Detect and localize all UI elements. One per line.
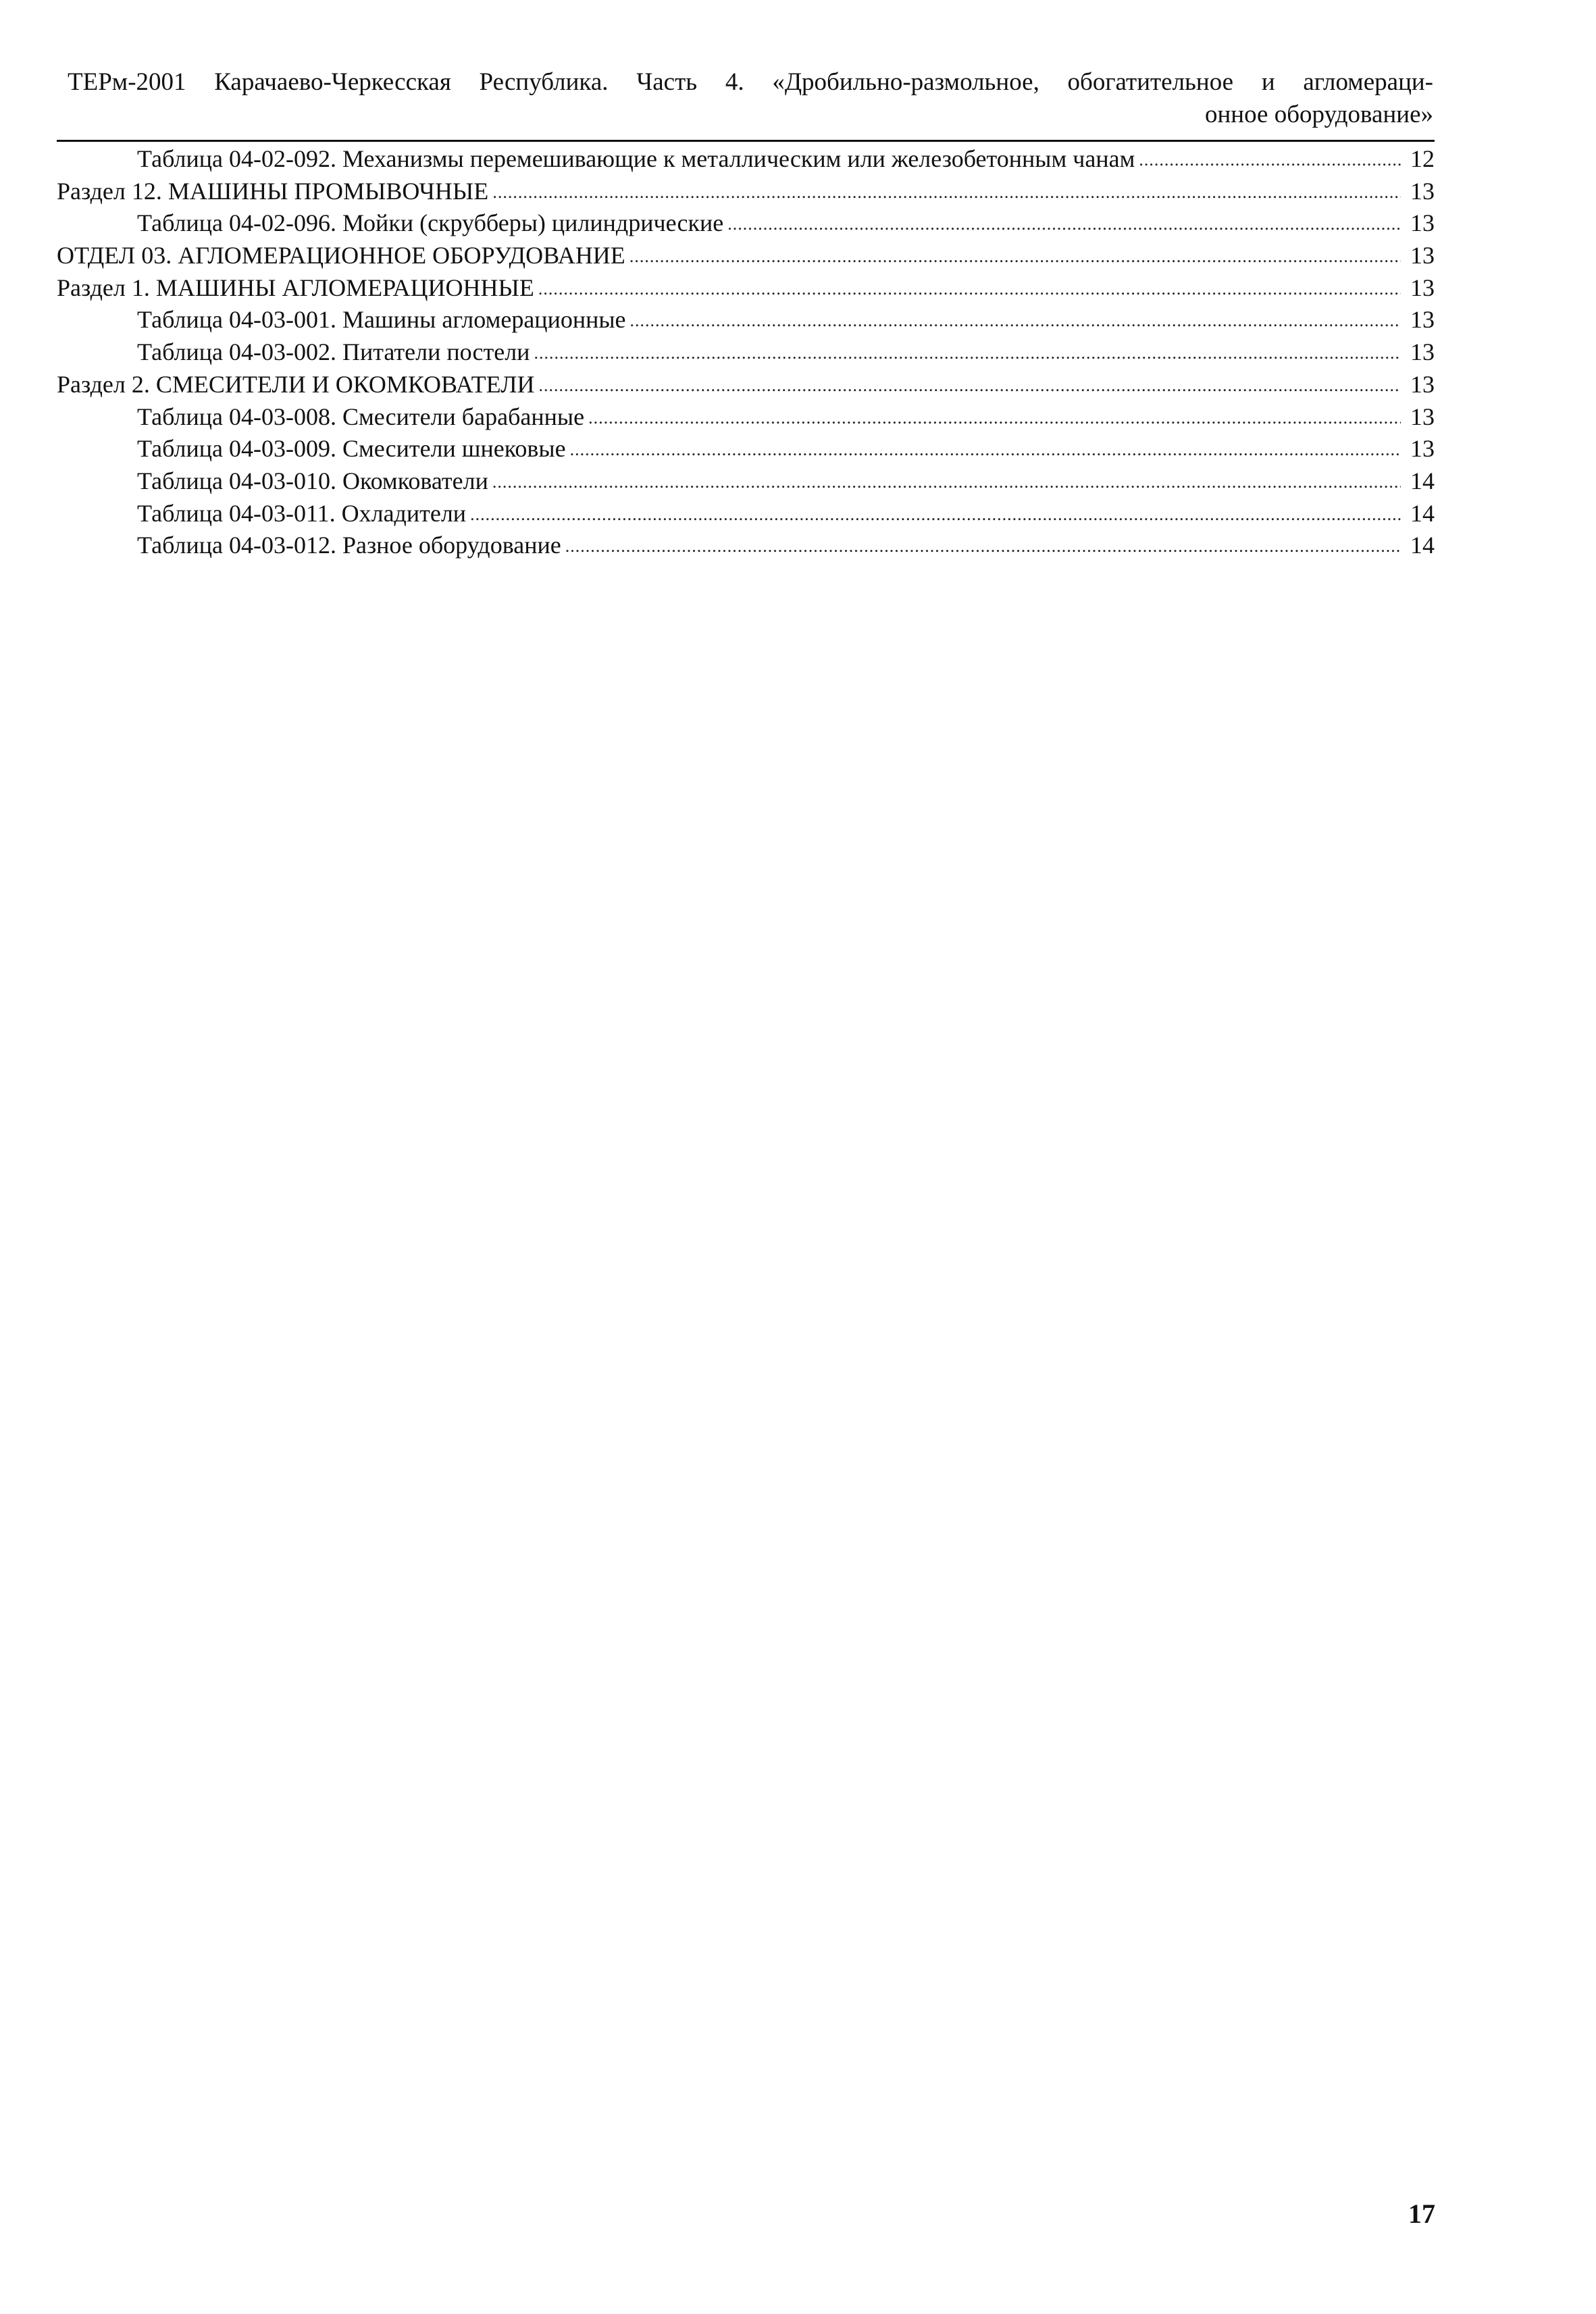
- toc-dot-leader: [470, 498, 1401, 531]
- toc-dot-leader: [539, 369, 1401, 402]
- toc-dot-leader: [630, 305, 1401, 337]
- toc-entry-page: 13: [1410, 274, 1435, 301]
- toc-entry: [57, 240, 1435, 272]
- toc-entry-title: Таблица 04-03-008. Смесители барабанные: [137, 403, 585, 430]
- toc-entry-page: 13: [1410, 338, 1435, 366]
- toc-entry-title: Таблица 04-03-012. Разное оборудование: [137, 532, 561, 559]
- toc-entry: [57, 465, 1435, 498]
- table-of-contents: [57, 143, 1435, 562]
- toc-entry: [57, 336, 1435, 369]
- running-header-line-2: онное оборудование»: [1205, 101, 1433, 128]
- toc-entry-page: 13: [1410, 306, 1435, 334]
- toc-entry-title: Таблица 04-02-096. Мойки (скрубберы) цилиндрические: [137, 209, 724, 237]
- toc-entry: [57, 530, 1435, 562]
- toc-entry: [57, 207, 1435, 240]
- toc-entry-page: 14: [1410, 499, 1435, 527]
- toc-entry-title: Раздел 12. МАШИНЫ ПРОМЫВОЧНЫЕ: [57, 177, 489, 205]
- toc-dot-leader: [588, 402, 1401, 434]
- toc-entry-page: 12: [1410, 145, 1435, 172]
- toc-entry: [57, 143, 1435, 176]
- toc-dot-leader: [538, 273, 1401, 305]
- toc-entry-page: 13: [1410, 403, 1435, 430]
- toc-entry-title: Таблица 04-03-011. Охладители: [137, 499, 467, 527]
- toc-entry-title: Таблица 04-03-010. Окомкователи: [137, 467, 488, 494]
- toc-entry-page: 14: [1410, 532, 1435, 559]
- toc-entry-title: Раздел 1. МАШИНЫ АГЛОМЕРАЦИОННЫЕ: [57, 274, 534, 301]
- toc-entry: [57, 401, 1435, 434]
- toc-dot-leader: [492, 176, 1401, 209]
- toc-entry: [57, 272, 1435, 305]
- toc-entry-title: Раздел 2. СМЕСИТЕЛИ И ОКОМКОВАТЕЛИ: [57, 370, 535, 398]
- toc-dot-leader: [565, 530, 1401, 563]
- toc-dot-leader: [492, 466, 1401, 498]
- toc-entry-title: Таблица 04-03-009. Смесители шнековые: [137, 435, 566, 463]
- toc-entry-page: 13: [1410, 242, 1435, 269]
- header-rule: [57, 140, 1435, 142]
- toc-entry: [57, 176, 1435, 208]
- toc-entry-title: Таблица 04-03-002. Питатели постели: [137, 338, 530, 366]
- running-header-line-1: ТЕРм-2001 Карачаево-Черкесская Республика. Часть 4. «Дробильно-размольное, обогатительное и агломераци-: [68, 68, 1433, 96]
- toc-entry-page: 13: [1410, 177, 1435, 205]
- toc-entry-page: 13: [1410, 209, 1435, 237]
- toc-entry: [57, 304, 1435, 336]
- toc-entry: [57, 498, 1435, 530]
- toc-entry-page: 13: [1410, 435, 1435, 463]
- running-header: [68, 66, 1433, 131]
- toc-entry: [57, 433, 1435, 465]
- toc-entry-title: Таблица 04-02-092. Механизмы перемешивающие к металлическим или железобетонным чанам: [137, 145, 1135, 172]
- toc-dot-leader: [1139, 144, 1401, 176]
- toc-dot-leader: [727, 208, 1401, 240]
- page-number: 17: [1408, 2199, 1435, 2229]
- toc-entry: [57, 369, 1435, 401]
- toc-entry-page: 14: [1410, 467, 1435, 494]
- toc-dot-leader: [570, 434, 1401, 466]
- toc-entry-title: Таблица 04-03-001. Машины агломерационные: [137, 306, 626, 334]
- toc-dot-leader: [629, 240, 1401, 273]
- toc-dot-leader: [534, 337, 1401, 369]
- toc-entry-title: ОТДЕЛ 03. АГЛОМЕРАЦИОННОЕ ОБОРУДОВАНИЕ: [57, 242, 625, 269]
- toc-entry-page: 13: [1410, 370, 1435, 398]
